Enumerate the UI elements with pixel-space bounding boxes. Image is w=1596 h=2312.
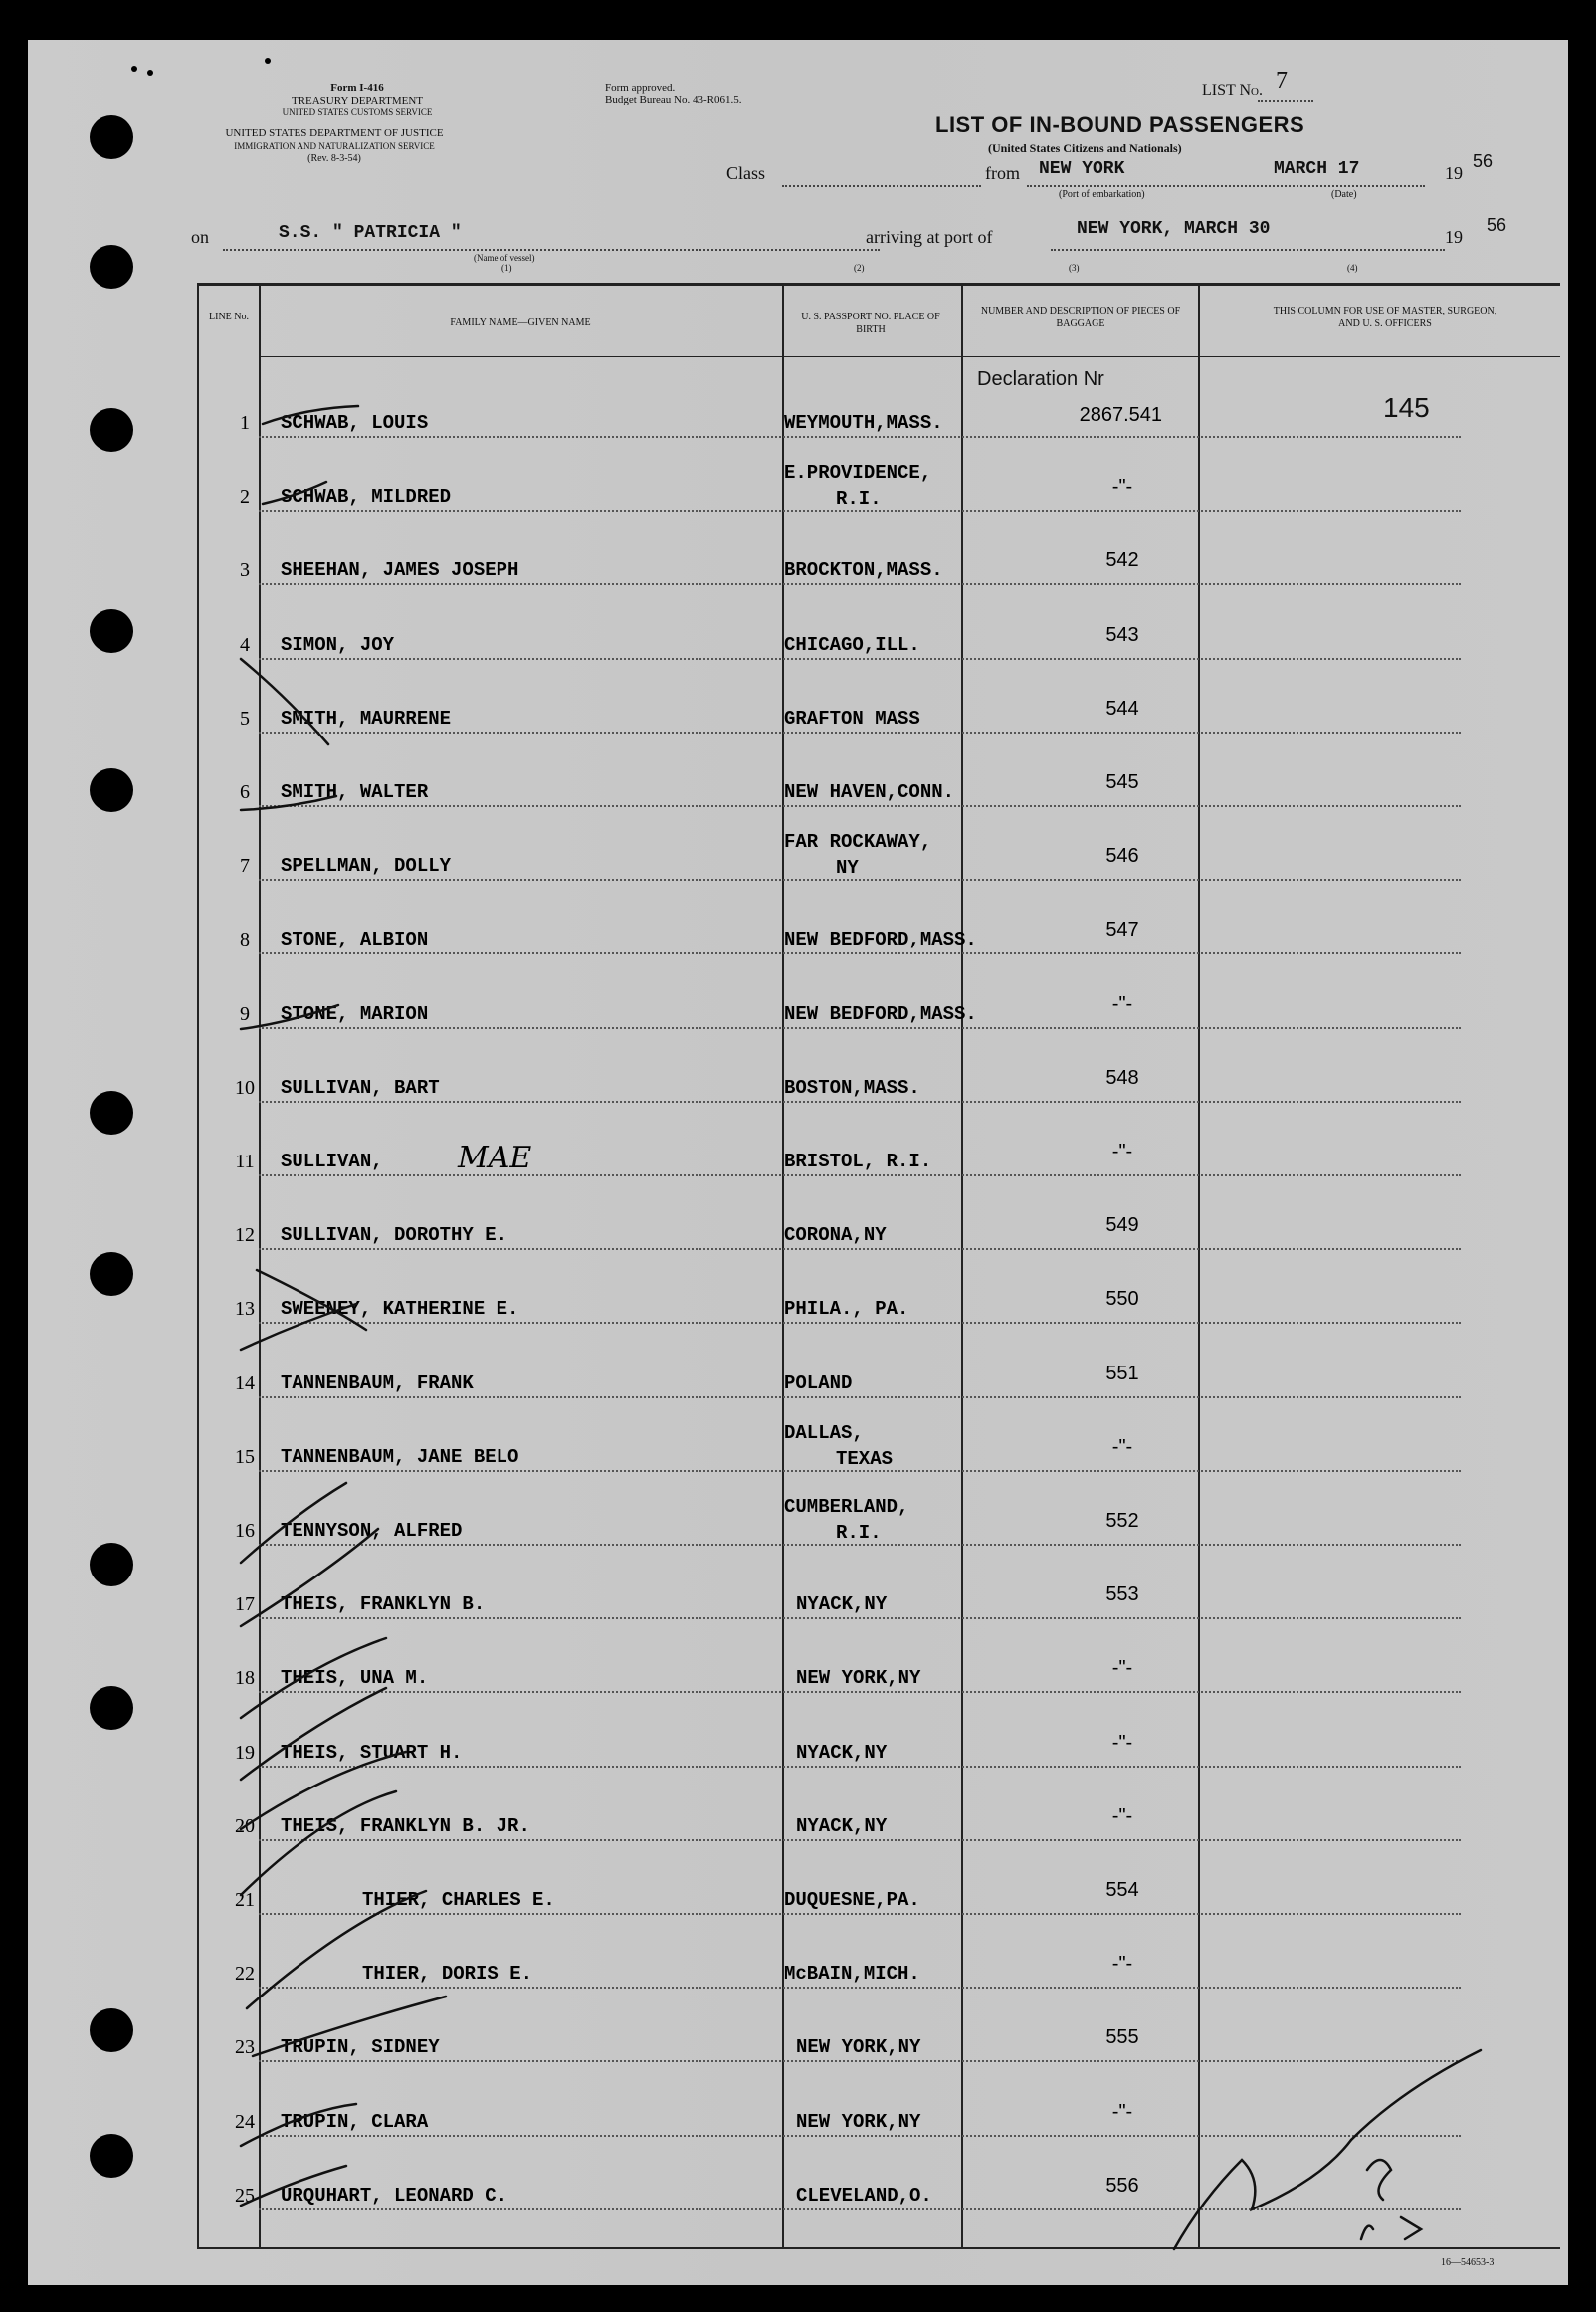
row-place-of-birth: NEW YORK,NY [796, 2036, 921, 2059]
row-declaration-number: 546 [1105, 845, 1139, 868]
row-declaration-number: -"- [1111, 1657, 1133, 1680]
row-line-number: 6 [240, 781, 250, 803]
port-caption: (Port of embarkation) [1059, 189, 1145, 200]
row-line-number: 3 [240, 559, 250, 582]
row-line-number: 1 [240, 412, 250, 434]
row-place-of-birth: PHILA., PA. [784, 1298, 909, 1321]
caption-3: (3) [1069, 263, 1080, 273]
declaration-label: Declaration Nr [977, 368, 1104, 390]
row-line-number: 12 [235, 1224, 255, 1247]
form-page [28, 40, 1568, 2285]
row-place-of-birth: CORONA,NY [784, 1224, 887, 1247]
row-line-number: 17 [235, 1593, 255, 1616]
row-passenger-name: TANNENBAUM, FRANK [281, 1371, 474, 1394]
row-line-number: 13 [235, 1298, 255, 1321]
row-passenger-name: THIER, DORIS E. [362, 1963, 533, 1986]
row-place-of-birth: CHICAGO,ILL. [784, 633, 920, 656]
row-line-number: 9 [240, 1002, 250, 1025]
row-declaration-number: 553 [1105, 1583, 1139, 1606]
date-caption: (Date) [1331, 189, 1357, 200]
row-passenger-name: SMITH, MAURRENE [281, 707, 452, 730]
row-place-of-birth: DUQUESNE,PA. [784, 1889, 920, 1911]
on-label: on [191, 227, 209, 247]
from-port: NEW YORK [1039, 159, 1125, 179]
col-header-baggage: NUMBER AND DESCRIPTION OF PIECES OF BAGGAGE [980, 306, 1181, 329]
row-line-number: 10 [235, 1076, 255, 1099]
row-passenger-name: SMITH, WALTER [281, 781, 429, 803]
row-line-number: 11 [235, 1151, 255, 1172]
row-passenger-name: TRUPIN, CLARA [281, 2110, 429, 2133]
col-header-name: FAMILY NAME—GIVEN NAME [450, 317, 591, 328]
row-place-of-birth: NEW BEDFORD,MASS. [784, 1002, 977, 1025]
row-place-of-birth: NEW YORK,NY [796, 1667, 921, 1690]
row-declaration-number: -"- [1111, 1141, 1133, 1162]
row-declaration-number: 551 [1105, 1362, 1139, 1384]
row-passenger-name: TENNYSON, ALFRED [281, 1520, 463, 1542]
caption-2: (2) [854, 263, 865, 273]
row-place-of-birth: BROCKTON,MASS. [784, 559, 943, 582]
row-place-of-birth: GRAFTON MASS [784, 707, 920, 730]
row-passenger-name: TANNENBAUM, JANE BELO [281, 1445, 519, 1468]
row-passenger-name: TRUPIN, SIDNEY [281, 2036, 440, 2059]
form-subtitle: (United States Citizens and Nationals) [988, 141, 1182, 155]
row-declaration-number: -"- [1111, 1804, 1133, 1827]
justice-dept: UNITED STATES DEPARTMENT OF JUSTICE [225, 127, 444, 139]
year-2: 56 [1487, 215, 1507, 235]
row-line-number: 22 [235, 1963, 255, 1986]
row-place-of-birth: WEYMOUTH,MASS. [784, 412, 943, 434]
row-passenger-name: URQUHART, LEONARD C. [281, 2184, 508, 2207]
row-passenger-name: THEIS, UNA M. [281, 1667, 429, 1690]
row-line-number: 15 [235, 1445, 255, 1468]
form-title: LIST OF IN-BOUND PASSENGERS [935, 112, 1305, 137]
row-place-of-birth: NEW BEDFORD,MASS. [784, 929, 977, 951]
row-line-number: 20 [235, 1814, 255, 1837]
row-line-number: 25 [235, 2184, 255, 2207]
row-place-of-birth: DALLAS, [784, 1421, 864, 1444]
year-prefix-2: 19 [1445, 227, 1463, 247]
row-place-of-birth: BOSTON,MASS. [784, 1076, 920, 1099]
footer-code: 16—54653-3 [1441, 2257, 1495, 2268]
list-no-value: 7 [1276, 68, 1288, 94]
arrival-port-date: NEW YORK, MARCH 30 [1077, 219, 1271, 239]
vessel-caption: (Name of vessel) [474, 253, 535, 263]
row-line-number: 23 [235, 2036, 255, 2059]
row-line-number: 14 [235, 1371, 255, 1394]
row-place-of-birth-line2: R.I. [836, 488, 882, 511]
row-line-number: 8 [240, 929, 250, 951]
class-label: Class [726, 163, 766, 183]
col-header-line: LINE No. [209, 312, 249, 322]
row-passenger-name: SHEEHAN, JAMES JOSEPH [281, 559, 519, 582]
row-handwritten-name: MAE [458, 1141, 532, 1175]
row-place-of-birth: FAR ROCKAWAY, [784, 831, 932, 854]
row-declaration-number: -"- [1111, 992, 1133, 1015]
row-line-number: 21 [235, 1889, 255, 1911]
row-passenger-name: SULLIVAN, DOROTHY E. [281, 1224, 508, 1247]
row-place-of-birth: NYACK,NY [796, 1814, 888, 1837]
row-declaration-number: 549 [1105, 1214, 1139, 1237]
year-prefix-1: 19 [1445, 163, 1463, 183]
row-place-of-birth-line2: R.I. [836, 1522, 882, 1544]
row-place-of-birth: NYACK,NY [796, 1741, 888, 1764]
row-line-number: 2 [240, 486, 250, 509]
from-label: from [985, 163, 1020, 183]
row-passenger-name: SIMON, JOY [281, 633, 395, 656]
row-line-number: 19 [235, 1741, 255, 1764]
col-header-passport: U. S. PASSPORT NO. PLACE OF BIRTH [801, 312, 940, 335]
col-header-officers: THIS COLUMN FOR USE OF MASTER, SURGEON, AND U. S. OFFICERS [1273, 306, 1497, 329]
arriving-label: arriving at port of [866, 227, 993, 247]
row-place-of-birth: NYACK,NY [796, 1593, 888, 1616]
row-place-of-birth: CUMBERLAND, [784, 1496, 909, 1518]
row-passenger-name: SULLIVAN, BART [281, 1076, 440, 1099]
row-passenger-name: SCHWAB, LOUIS [281, 412, 429, 434]
budget-bureau: Budget Bureau No. 43-R061.5. [605, 94, 742, 105]
row-passenger-name: SCHWAB, MILDRED [281, 486, 452, 509]
row-declaration-number: -"- [1111, 1435, 1133, 1458]
treasury-dept: TREASURY DEPARTMENT [291, 95, 424, 106]
stamp-number: 145 [1383, 392, 1430, 423]
row-place-of-birth: McBAIN,MICH. [784, 1963, 920, 1986]
row-passenger-name: STONE, MARION [281, 1002, 429, 1025]
year-1: 56 [1473, 151, 1494, 171]
row-line-number: 18 [235, 1667, 255, 1690]
row-declaration-number: 542 [1105, 549, 1139, 572]
row-declaration-number: 2867.541 [1079, 404, 1162, 426]
row-place-of-birth-line2: NY [836, 857, 859, 880]
row-passenger-name: SWEENEY, KATHERINE E. [281, 1298, 519, 1321]
row-declaration-number: 545 [1105, 771, 1139, 793]
row-declaration-number: 552 [1105, 1510, 1139, 1532]
row-declaration-number: 544 [1105, 697, 1139, 720]
row-line-number: 4 [240, 633, 250, 656]
row-passenger-name: STONE, ALBION [281, 929, 429, 951]
row-declaration-number: 555 [1105, 2026, 1139, 2049]
row-place-of-birth: NEW YORK,NY [796, 2110, 921, 2133]
row-declaration-number: 556 [1105, 2174, 1139, 2197]
row-place-of-birth: CLEVELAND,O. [796, 2184, 932, 2207]
row-passenger-name: THIER, CHARLES E. [362, 1889, 555, 1911]
form-number: Form I-416 [330, 82, 384, 94]
row-declaration-number: -"- [1111, 1731, 1133, 1754]
row-line-number: 7 [240, 855, 250, 878]
row-declaration-number: 550 [1105, 1288, 1139, 1311]
row-declaration-number: 547 [1105, 919, 1139, 942]
row-line-number: 24 [235, 2110, 255, 2133]
ins-service: IMMIGRATION AND NATURALIZATION SERVICE [234, 141, 435, 151]
list-no-label: LIST No. [1202, 82, 1263, 99]
caption-1: (1) [501, 263, 512, 273]
row-passenger-name: SULLIVAN, [281, 1151, 383, 1172]
customs-service: UNITED STATES CUSTOMS SERVICE [282, 107, 433, 117]
row-place-of-birth: POLAND [784, 1371, 853, 1394]
revision: (Rev. 8-3-54) [307, 153, 361, 164]
row-declaration-number: -"- [1111, 1953, 1133, 1976]
row-passenger-name: THEIS, STUART H. [281, 1741, 463, 1764]
row-passenger-name: THEIS, FRANKLYN B. [281, 1593, 486, 1616]
row-line-number: 16 [235, 1520, 255, 1542]
handwritten-marks [28, 40, 1568, 2285]
row-passenger-name: SPELLMAN, DOLLY [281, 855, 452, 878]
vessel-name: S.S. " PATRICIA " [279, 223, 462, 243]
row-line-number: 5 [240, 707, 250, 730]
row-passenger-name: THEIS, FRANKLYN B. JR. [281, 1814, 530, 1837]
form-approved: Form approved. [605, 82, 676, 94]
row-declaration-number: 554 [1105, 1879, 1139, 1901]
row-declaration-number: -"- [1111, 2100, 1133, 2123]
row-place-of-birth-line2: TEXAS [836, 1447, 894, 1470]
row-place-of-birth: NEW HAVEN,CONN. [784, 781, 955, 803]
from-date: MARCH 17 [1274, 159, 1360, 179]
caption-4: (4) [1347, 263, 1358, 273]
row-declaration-number: 548 [1105, 1066, 1139, 1089]
row-place-of-birth: BRISTOL, R.I. [784, 1151, 932, 1172]
row-place-of-birth: E.PROVIDENCE, [784, 462, 932, 485]
row-declaration-number: -"- [1111, 476, 1133, 499]
row-declaration-number: 543 [1105, 623, 1139, 646]
